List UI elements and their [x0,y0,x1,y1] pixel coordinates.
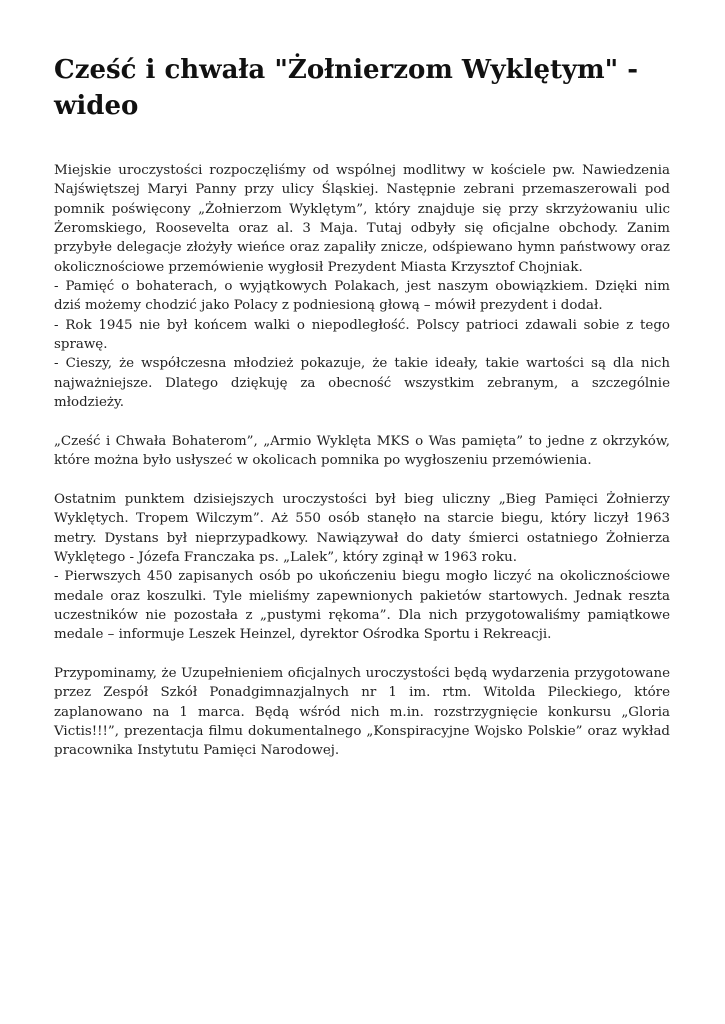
paragraph-line: - Rok 1945 nie był końcem walki o niepodległość. Polscy patrioci zdawali sobie z tego sprawę. [54,317,670,353]
paragraph-line: - Pamięć o bohaterach, o wyjątkowych Polakach, jest naszym obowiązkiem. Dzięki nim dziś możemy chodzić jako Polacy z podniesioną głową – mówił prezydent i dodał. [54,279,670,314]
paragraph-line: - Cieszy, że współczesna młodzież pokazuje, że takie ideały, takie wartości są dla nich najważniejsze. Dlatego dziękuję za obecność wszystkim zebranym, a szczególnie młodzieży. [54,356,670,411]
paragraph-reminder [54,664,670,761]
paragraph-line: - Pierwszych 450 zapisanych osób po ukończeniu biegu mogło liczyć na okolicznościowe medale oraz koszulki. Tyle mieliśmy zapewnionych pakietów startowych. Jednak reszta uczestników nie pozostała z „pustymi rękoma”. Dla nich przygotowaliśmy pamiątkowe medale – informuje Leszek Heinzel, dyrektor Ośrodka Sportu i Rekreacji. [54,569,670,643]
paragraph-line: Ostatnim punktem dzisiejszych uroczystości był bieg uliczny „Bieg Pamięci Żołnierzy Wyklętych. Tropem Wilczym”. Aż 550 osób stanęło na starcie biegu, który liczył 1963 metry. Dystans był nieprzypadkowy. Nawiązywał do daty śmierci ostatniego Żołnierza Wyklętego - Józefa Franczaka ps. „Lalek”, który zginął w 1963 roku. [54,491,670,565]
article-body [54,161,670,761]
paragraph-ceremony [54,161,670,412]
paragraph-run [54,490,670,645]
paragraph-line: Miejskie uroczystości rozpoczęliśmy od wspólnej modlitwy w kościele pw. Nawiedzenia Najświętszej Maryi Panny przy ulicy Śląskiej. Następnie zebrani przemaszerowali pod pomnik poświęcony „Żołnierzom Wyklętym”, który znajduje się przy skrzyżowaniu ulic Żeromskiego, Roosevelta oraz al. 3 Maja. Tutaj odbyły się oficjalne obchody. Zanim przybyłe delegacje złożyły wieńce oraz zapaliły znicze, odśpiewano hymn państwowy oraz okolicznościowe przemówienie wygłosił Prezydent Miasta Krzysztof Chojniak. [54,163,670,275]
paragraph-line: Przypominamy, że Uzupełnieniem oficjalnych uroczystości będą wydarzenia przygotowane przez Zespół Szkół Ponadgimnazjalnych nr 1 im. rtm. Witolda Pileckiego, które zaplanowano na 1 marca. Będą wśród nich m.in. rozstrzygnięcie konkursu „Gloria Victis!!!”, prezentacja filmu dokumentalnego „Konspiracyjne Wojsko Polskie” oraz wykład pracownika Instytutu Pamięci Narodowej. [54,665,670,759]
article-title: Cześć i chwała "Żołnierzom Wyklętym" - wideo [54,55,639,121]
paragraph-line: „Cześć i Chwała Bohaterom”, „Armio Wyklęta MKS o Was pamięta” to jedne z okrzyków, które można było usłyszeć w okolicach pomnika po wygłoszeniu przemówienia. [54,433,670,469]
article [54,52,670,780]
paragraph-chants [54,432,670,471]
